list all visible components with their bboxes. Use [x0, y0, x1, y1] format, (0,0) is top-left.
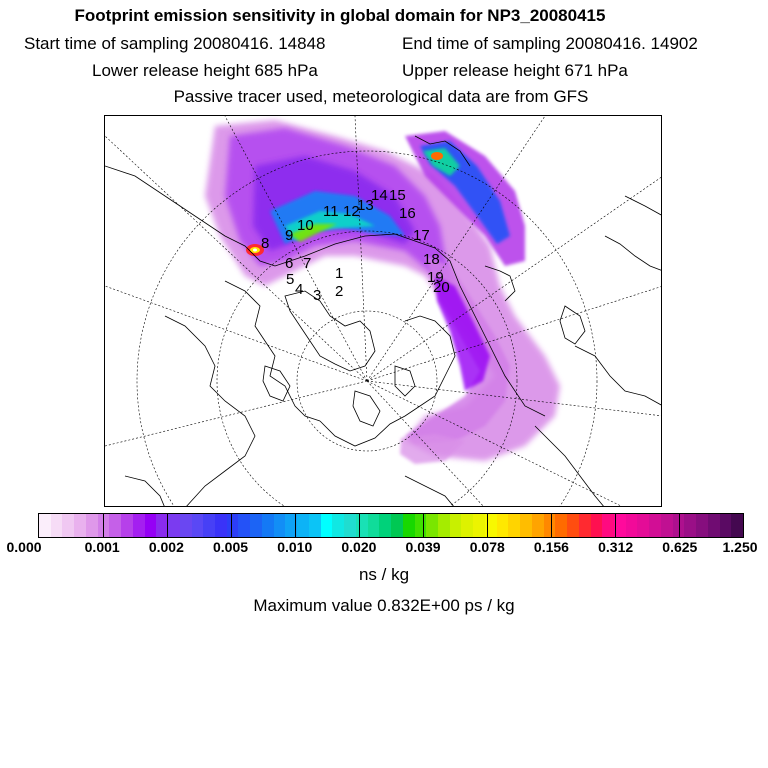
track-label-10: 10: [297, 217, 314, 234]
colorbar-swatch: [473, 514, 485, 537]
track-label-11: 11: [323, 203, 339, 220]
colorbar-tick-label: 0.312: [598, 539, 634, 555]
colorbar-tick-label: 0.020: [341, 539, 377, 555]
colorbar-swatch: [520, 514, 532, 537]
end-time-label: End time of sampling 20080416. 14902: [402, 34, 698, 53]
colorbar-tick-label: 1.250: [722, 539, 758, 555]
track-label-16: 16: [399, 205, 416, 222]
colorbar-tick-label: 0.010: [277, 539, 313, 555]
colorbar-swatch: [39, 514, 51, 537]
colorbar-swatch: [579, 514, 591, 537]
colorbar-divider: [551, 514, 552, 537]
track-label-6: 6: [285, 255, 294, 272]
colorbar-tick-label: 0.078: [469, 539, 505, 555]
colorbar-swatch: [544, 514, 556, 537]
colorbar-swatch: [121, 514, 133, 537]
colorbar-swatch: [403, 514, 415, 537]
plot-title: Footprint emission sensitivity in global domain for NP3_20080415: [74, 6, 606, 25]
start-time-label: Start time of sampling 20080416. 14848: [24, 34, 326, 53]
colorbar-swatch: [168, 514, 180, 537]
colorbar-swatch: [74, 514, 86, 537]
colorbar-swatch: [720, 514, 732, 537]
track-label-2: 2: [335, 283, 344, 300]
colorbar-swatch: [297, 514, 309, 537]
footprint-map: [104, 115, 662, 507]
track-label-12: 12: [343, 203, 360, 220]
colorbar-swatch: [109, 514, 121, 537]
max-value-label: Maximum value 0.832E+00 ps / kg: [253, 596, 515, 615]
colorbar-tick-label: 0.002: [148, 539, 184, 555]
track-label-20: 20: [433, 279, 450, 296]
colorbar-swatch: [356, 514, 368, 537]
colorbar-tick-label: 0.005: [213, 539, 249, 555]
colorbar-swatch: [192, 514, 204, 537]
track-label-15: 15: [389, 187, 406, 204]
track-label-8: 8: [261, 235, 270, 252]
track-label-19: 19: [427, 269, 444, 286]
colorbar-swatch: [555, 514, 567, 537]
colorbar-swatch: [696, 514, 708, 537]
colorbar-tick-label: 0.001: [84, 539, 120, 555]
colorbar-swatch: [415, 514, 427, 537]
colorbar-swatch: [227, 514, 239, 537]
colorbar-divider: [679, 514, 680, 537]
track-label-7: 7: [303, 255, 312, 272]
colorbar-tick-label: 0.156: [533, 539, 569, 555]
colorbar-swatch: [649, 514, 661, 537]
colorbar-units: ns / kg: [358, 565, 410, 584]
colorbar-swatch: [450, 514, 462, 537]
colorbar-swatch: [602, 514, 614, 537]
colorbar-swatch: [62, 514, 74, 537]
colorbar-swatch: [626, 514, 638, 537]
track-label-4: 4: [295, 281, 304, 298]
colorbar-swatch: [708, 514, 720, 537]
track-label-17: 17: [413, 227, 430, 244]
colorbar-swatch: [438, 514, 450, 537]
upper-height-label: Upper release height 671 hPa: [402, 61, 628, 80]
colorbar-swatch: [508, 514, 520, 537]
colorbar-swatch: [215, 514, 227, 537]
colorbar-divider: [615, 514, 616, 537]
colorbar-swatch: [567, 514, 579, 537]
colorbar-swatch: [684, 514, 696, 537]
colorbar-divider: [103, 514, 104, 537]
colorbar-swatch: [133, 514, 145, 537]
track-label-18: 18: [423, 251, 440, 268]
colorbar-tick-label: 0.000: [6, 539, 42, 555]
colorbar-swatch: [332, 514, 344, 537]
colorbar-swatch: [591, 514, 603, 537]
colorbar-swatch: [262, 514, 274, 537]
colorbar-swatch: [344, 514, 356, 537]
colorbar-swatch: [180, 514, 192, 537]
colorbar-swatch: [426, 514, 438, 537]
map-canvas: [105, 116, 662, 507]
track-label-1: 1: [335, 265, 344, 282]
colorbar-swatch: [145, 514, 157, 537]
track-label-14: 14: [371, 187, 388, 204]
colorbar-swatch: [637, 514, 649, 537]
colorbar-swatch: [86, 514, 98, 537]
track-label-13: 13: [357, 197, 374, 214]
colorbar: [38, 513, 744, 538]
lower-height-label: Lower release height 685 hPa: [92, 61, 318, 80]
colorbar-swatch: [274, 514, 286, 537]
colorbar-swatch: [391, 514, 403, 537]
colorbar-swatch: [379, 514, 391, 537]
colorbar-divider: [167, 514, 168, 537]
colorbar-swatch: [203, 514, 215, 537]
colorbar-swatch: [497, 514, 509, 537]
colorbar-tick-label: 0.039: [405, 539, 441, 555]
colorbar-swatch: [461, 514, 473, 537]
colorbar-swatch: [368, 514, 380, 537]
colorbar-swatch: [532, 514, 544, 537]
colorbar-swatch: [731, 514, 743, 537]
tracer-note: Passive tracer used, meteorological data are from GFS: [173, 87, 589, 106]
track-label-9: 9: [285, 227, 294, 244]
colorbar-divider: [423, 514, 424, 537]
colorbar-divider: [295, 514, 296, 537]
track-label-5: 5: [286, 271, 295, 288]
track-label-3: 3: [313, 287, 322, 304]
colorbar-swatch: [321, 514, 333, 537]
colorbar-swatch: [250, 514, 262, 537]
colorbar-divider: [359, 514, 360, 537]
colorbar-swatch: [51, 514, 63, 537]
colorbar-swatch: [309, 514, 321, 537]
colorbar-divider: [231, 514, 232, 537]
colorbar-divider: [487, 514, 488, 537]
colorbar-tick-label: 0.625: [662, 539, 698, 555]
colorbar-swatch: [238, 514, 250, 537]
sensitivity-field: [205, 120, 560, 464]
colorbar-swatch: [661, 514, 673, 537]
